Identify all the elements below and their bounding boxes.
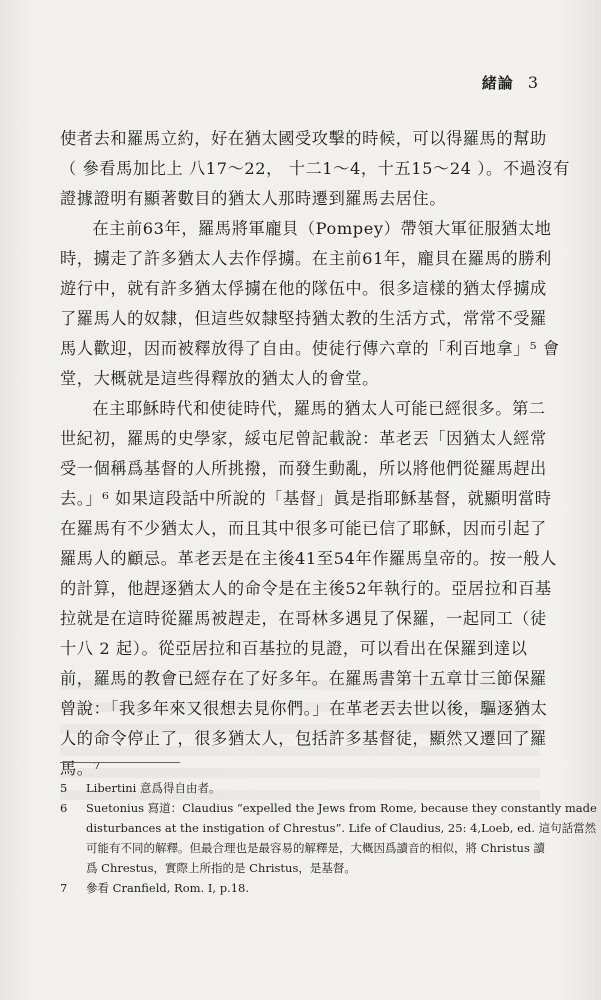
body-line: 證據證明有顯著數目的猶太人那時遷到羅馬去居住。 [60, 189, 447, 208]
body-line: 了羅馬人的奴隸，但這些奴隸堅持猶太教的生活方式，常常不受羅 [60, 309, 547, 328]
page-number: 3 [527, 73, 539, 92]
body-line: 拉就是在這時從羅馬被趕走，在哥林多遇見了保羅，一起同工（徒 [60, 609, 547, 628]
body-line: 馬。⁷ [60, 759, 101, 778]
body-text [60, 124, 570, 784]
chapter-title: 緒論 [481, 74, 514, 92]
footnote-6-line-3: 可能有不同的解釋。但最合理也是最容易的解釋是，大概因爲讀音的相似，將 Christus 讀 [86, 841, 546, 855]
footnote-6-line-4: 爲 Chrestus，實際上所指的是 Christus，是基督。 [86, 861, 356, 875]
body-line: 在主前63年，羅馬將軍龐貝（Pompey）帶領大軍征服猶太地 [92, 219, 552, 238]
body-line: 受一個稱爲基督的人所挑撥，而發生動亂，所以將他們從羅馬趕出 [60, 459, 547, 478]
footnote-7 [60, 878, 543, 898]
running-header [482, 72, 539, 93]
footnotes [60, 778, 597, 898]
body-line: 在羅馬有不少猶太人，而且其中很多可能已信了耶穌，因而引起了 [60, 519, 547, 538]
footnote-mark: 5 [60, 781, 68, 795]
footnote-text: Suetonius 寫道：Claudius “expelled the Jews from Rome, because they constantly made [86, 801, 597, 815]
body-line: 曾說：「我多年來又很想去見你們。」在革老丟去世以後，驅逐猶太 [60, 699, 548, 718]
body-line: 十八 2 起）。從亞居拉和百基拉的見證，可以看出在保羅到達以 [60, 639, 528, 658]
footnote-5 [60, 778, 543, 798]
footnote-mark: 6 [60, 801, 68, 815]
body-line: 遊行中，就有許多猶太俘擄在他的隊伍中。很多這樣的猶太俘擄成 [60, 279, 547, 298]
body-line: 羅馬人的顧忌。革老丟是在主後41至54年作羅馬皇帝的。按一般人 [60, 549, 557, 568]
body-line: 世紀初，羅馬的史學家，綏屯尼曾記載說：革老丟「因猶太人經常 [60, 429, 547, 448]
body-line: 堂，大概就是這些得釋放的猶太人的會堂。 [60, 369, 379, 388]
body-line: 使者去和羅馬立約，好在猶太國受攻擊的時候，可以得羅馬的幫助 [60, 129, 547, 148]
footnote-mark: 7 [60, 881, 68, 895]
footnote-text: Libertini 意爲得自由者。 [86, 781, 221, 795]
body-line: （ 參看馬加比上 八17～22， 十二1～4，十五15～24 ）。不過沒有 [60, 159, 570, 178]
body-line: 的計算，他趕逐猶太人的命令是在主後52年執行的。亞居拉和百基 [60, 579, 552, 598]
body-line: 在主耶穌時代和使徒時代，羅馬的猶太人可能已經很多。第二 [92, 399, 546, 418]
body-line: 去。」⁶ 如果這段話中所說的「基督」眞是指耶穌基督，就顯明當時 [60, 489, 552, 508]
footnote-divider [60, 762, 180, 763]
body-line: 人的命令停止了，很多猶太人，包括許多基督徒，顯然又遷回了羅 [60, 729, 547, 748]
footnote-6 [60, 798, 597, 818]
body-line: 前，羅馬的教會已經存在了好多年。在羅馬書第十五章廿三節保羅 [60, 669, 547, 688]
footnote-6-line-2: disturbances at the instigation of Chrestus”. Life of Claudius, 25: 4,Loeb, ed. 這句話當然 [86, 821, 597, 835]
body-line: 時，擄走了許多猶太人去作俘擄。在主前61年，龐貝在羅馬的勝利 [60, 249, 552, 268]
footnote-text: 參看 Cranfield, Rom. I, p.18. [86, 881, 249, 895]
body-line: 馬人歡迎，因而被釋放得了自由。使徒行傳六章的「利百地拿」⁵ 會 [60, 339, 560, 358]
